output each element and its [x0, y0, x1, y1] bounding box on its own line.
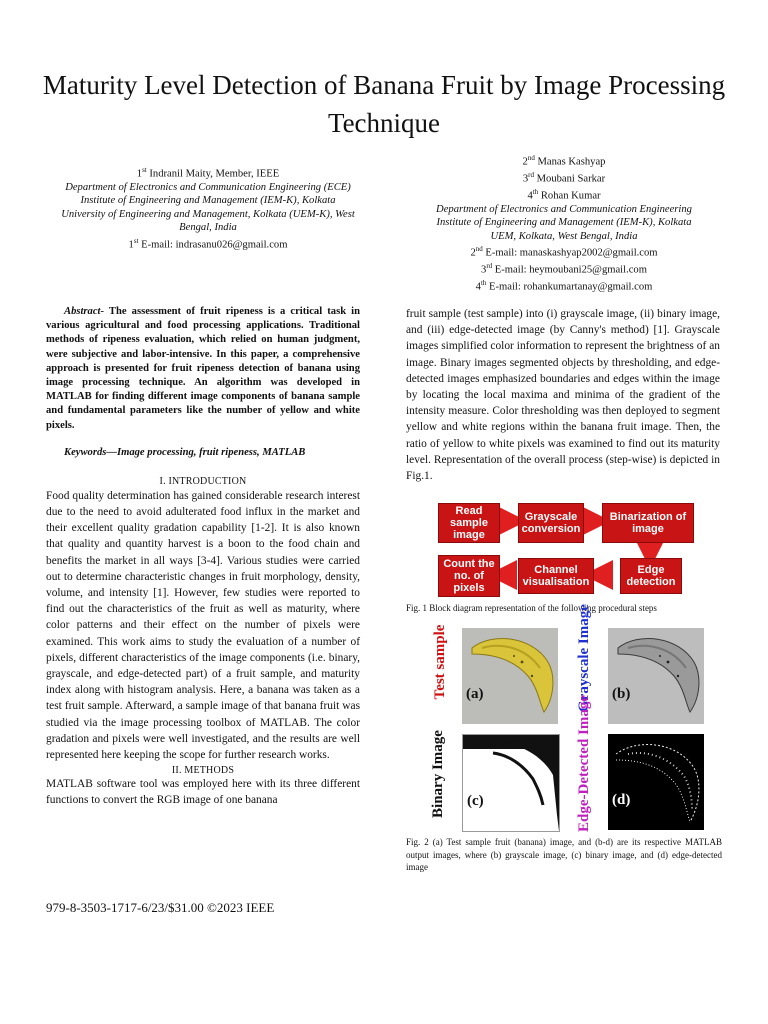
author-institute: Institute of Engineering and Management (IEM-K), Kolkata: [436, 217, 692, 229]
panel-c-label: Binary Image: [430, 730, 446, 818]
author-department: Department of Electronics and Communication Engineering: [436, 203, 692, 215]
panel-b-tag: (b): [612, 686, 631, 702]
panel-c-tag: (c): [467, 793, 484, 809]
flow-step-count-pixels: Count the no. of pixels: [438, 555, 500, 597]
left-column: [46, 305, 360, 809]
author-name: 3rd Moubani Sarkar: [522, 170, 606, 185]
author-institute: Institute of Engineering and Management (IEM-K), Kolkata: [80, 195, 336, 207]
flow-step-channel-visualisation: Channel visualisation: [518, 558, 594, 594]
banana-color-image: [462, 628, 558, 724]
test-sample-image: [462, 628, 558, 724]
banana-binary-image: [463, 735, 559, 831]
figure-1-block-diagram: [406, 500, 722, 600]
right-column-text: fruit sample (test sample) into (i) grayscale image, (ii) binary image, and (iii) edge-detected image (by Canny's method) [1]. Grayscale images simplified color information to represent the brightness of an image. Binary images segmented objects by thresholding, and edge-detected images emphasized boundaries and edges within the image by locating the local maxima and minima of the gradient of the intensity measure. Color thresholding was then deployed to segment yellow and white regions within the banana fruit image. Then, the ratio of yellow to white pixels was examined to find out its maturity level. Representation of the overall process (step-wise) is depicted in Fig.1.: [406, 308, 720, 483]
paper-title: Maturity Level Detection of Banana Fruit by Image Processing Technique: [42, 70, 726, 138]
author-block-left: [46, 164, 370, 252]
banana-grayscale-image: [608, 628, 704, 724]
author-email: 1st E-mail: indrasanu026@gmail.com: [128, 236, 288, 251]
methods-text: MATLAB software tool was employed here with its three different functions to convert the RGB image of one banana: [46, 778, 360, 807]
banana-edge-image: [608, 734, 704, 830]
author-email: 4th E-mail: rohankumartanay@gmail.com: [475, 278, 653, 293]
panel-b-label: Grayscale Image: [576, 604, 592, 712]
author-university: University of Engineering and Management, Kolkata (UEM-K), West Bengal, India: [61, 208, 355, 234]
flow-step-edge-detection: Edge detection: [620, 558, 682, 594]
figure-1-caption: Fig. 1 Block diagram representation of the following procedural steps: [406, 603, 657, 613]
author-block-right: [404, 152, 724, 294]
author-email: 2nd E-mail: manaskashyap2002@gmail.com: [470, 245, 658, 259]
author-university: UEM, Kolkata, West Bengal, India: [490, 230, 638, 242]
section-heading-methods: II. METHODS: [171, 765, 235, 777]
panel-a-tag: (a): [466, 686, 484, 702]
abstract: Abstract- The assessment of fruit ripeness is a critical task in various agricultural and food processing applications. Traditional methods of ripeness evaluation, which relied on human judgment, were subjective and labor-intensive. In this paper, a comprehensive approach is presented for fruit ripeness detection of banana using image processing technique. An algorithm was developed in MATLAB for finding different image components of banana sample and fundamental parameters like the number of yellow and white pixels.: [46, 306, 360, 431]
section-heading-introduction: I. INTRODUCTION: [159, 475, 247, 487]
copyright-footer: 979-8-3503-1717-6/23/$31.00 ©2023 IEEE: [46, 900, 275, 915]
panel-d-label: Edge-Detected Image: [576, 694, 592, 832]
flow-step-read-sample: Read sample image: [438, 503, 500, 543]
author-department: Department of Electronics and Communication Engineering (ECE): [65, 181, 351, 193]
introduction-text: Food quality determination has gained considerable research interest due to the need to avoid adulterated food influx in the market and their excellent quality gradation capability [1-2]. It is also known that quality and quantity harvest is a boon to the food chain and benefits the market in all ways [3-4]. Various studies were carried out to determine characteristic changes in fruit morphology, density, volume, and intensity [1]. However, few studies were reported to find out the characteristics of the fruit as well as maturity, where color patterns and their effect on the number of pixels were examined. This work aims to study the evaluation of a number of pixels, different characteristics of the image components (i.e. binary, grayscale, and edge-detected part) of a fruit sample, and maturity index along with histogram analysis. Here, a banana was taken as a test fruit sample. Afterward, a sample image of that banana fruit was studied via the image processing toolbox of MATLAB. The color gradation and pixels were well investigated, and the results are well represented here keeping the scope for further research works.: [46, 489, 360, 762]
binary-image: [462, 734, 560, 832]
keywords: Keywords—Image processing, fruit ripeness, MATLAB: [64, 446, 306, 458]
flow-step-binarization: Binarization of image: [602, 503, 694, 543]
panel-d-tag: (d): [612, 792, 631, 808]
edge-detected-image: [608, 734, 704, 830]
author-email: 3rd E-mail: heymoubani25@gmail.com: [481, 261, 647, 276]
author-name: 2nd Manas Kashyap: [522, 154, 606, 168]
panel-a-label: Test sample: [432, 624, 448, 700]
flow-step-grayscale: Grayscale conversion: [518, 503, 584, 543]
figure-2-caption: Fig. 2 (a) Test sample fruit (banana) image, and (b-d) are its respective MATLAB output images, where (b) grayscale image, (c) binary image, and (d) edge-detected image: [406, 837, 722, 873]
author-name: 4th Rohan Kumar: [527, 187, 601, 202]
grayscale-image: [608, 628, 704, 724]
author-name: 1st Indranil Maity, Member, IEEE: [136, 166, 280, 180]
